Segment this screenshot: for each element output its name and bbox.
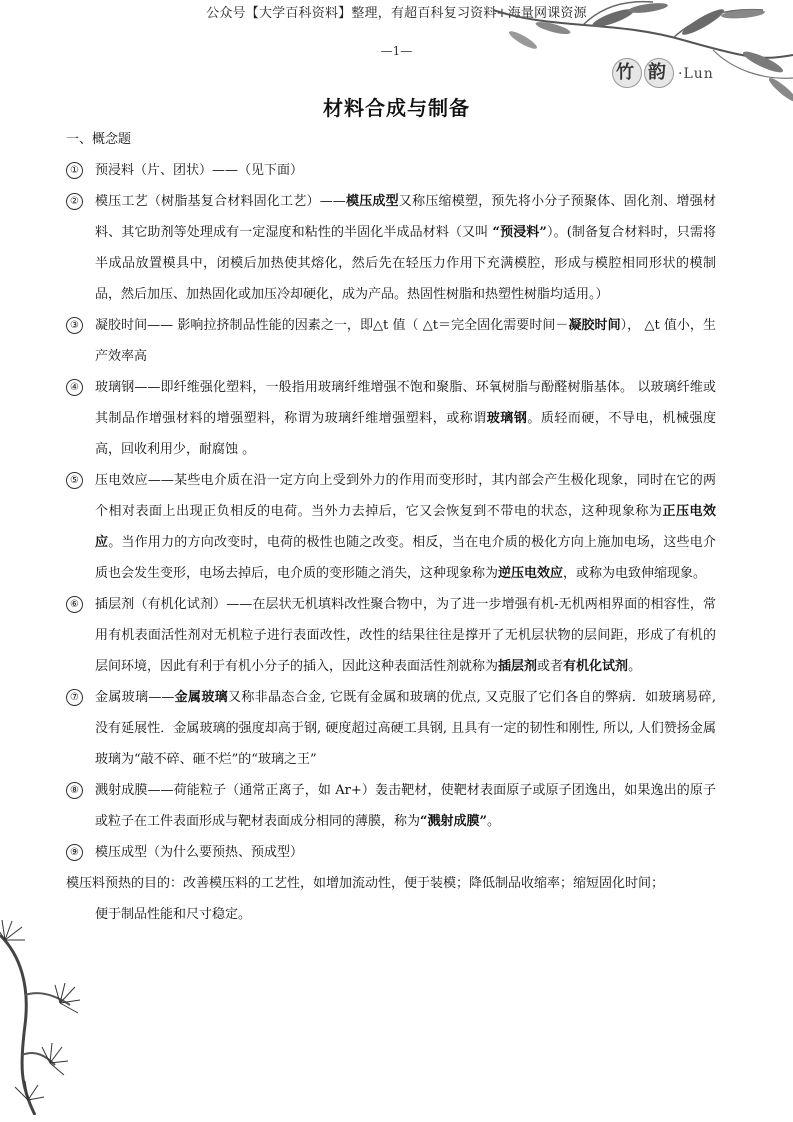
item-text: 溅射成膜——荷能粒子（通常正离子，如 Ar+）轰击靶材，使靶材表面原子或原子团逸出，如果逸出的原子或粒子在工件表面形成与靶材表面成分相同的薄膜，称为 [95, 783, 716, 829]
item-number: ② [66, 193, 83, 210]
pine-branch-decoration [0, 915, 120, 1115]
list-item [66, 589, 716, 682]
list-item [66, 465, 716, 589]
list-item [66, 837, 716, 868]
item-number: ① [66, 162, 83, 179]
item-text: ）， △t 值小，生产效率高 [95, 318, 716, 364]
item-text: 插层剂（有机化试剂）——在层状无机填料改性聚合物中，为了进一步增强有机-无机两相界面的相容性，常用有机表面活性剂对无机粒子进行表面改性，改性的结果往往是撑开了无机层状物的层间距，形成了有机的层间环境，因此有利于有机小分子的插入，因此这种表面活性剂就称为 [95, 597, 716, 674]
seal-subtitle: ·Lun [678, 66, 714, 82]
closing-paragraph-continued: 便于制品性能和尺寸稳定。 [95, 907, 252, 922]
item-number: ⑧ [66, 782, 83, 799]
item-number: ⑨ [66, 844, 83, 861]
item-text: 凝胶时间—— 影响拉挤制品性能的因素之一，即△t 值（ △t＝完全固化需要时间－ [95, 318, 569, 333]
document-body [66, 124, 716, 930]
item-text: 预浸料（片、团状）——（见下面） [95, 163, 304, 178]
item-text: 。当作用力的方向改变时，电荷的极性也随之改变。相反，当在电介质的极化方向上施加电场，这些电介质也会发生变形，电场去掉后，电介质的变形随之消失，这种现象称为 [95, 535, 716, 581]
term-highlight: 逆压电效应 [498, 566, 564, 581]
item-text: 。 [486, 814, 500, 829]
item-text: 。质轻而硬，不导电，机械强度高，回收利用少，耐腐蚀 。 [95, 411, 716, 457]
seal-char: 韵 [644, 58, 674, 88]
item-text: 又称非晶态合金, 它既有金属和玻璃的优点, 又克服了它们各自的弊病．如玻璃易碎, 没有延展性．金属玻璃的强度却高于钢, 硬度超过高硬工具钢, 且具有一定的韧性和刚性, 所以, 人们赞扬金属玻璃为“敲不碎、砸不烂”的“玻璃之王” [95, 690, 716, 767]
term-highlight: “预浸料” [492, 225, 547, 240]
list-item [66, 682, 716, 775]
seal-char: 竹 [612, 58, 642, 88]
list-item [66, 775, 716, 837]
term-highlight: 凝胶时间 [568, 318, 621, 333]
page-number: —1— [380, 44, 413, 58]
item-text: 模压工艺（树脂基复合材料固化工艺）—— [95, 194, 346, 209]
term-highlight: 金属玻璃 [174, 690, 229, 705]
term-highlight: 玻璃钢 [486, 411, 528, 426]
item-number: ④ [66, 379, 83, 396]
list-item [66, 372, 716, 465]
item-text: 玻璃钢——即纤维强化塑料，一般指用玻璃纤维增强不饱和聚脂、环氧树脂与酚醛树脂基体。 以玻璃纤维或其制品作增强材料的增强塑料，称谓为玻璃纤维增强塑料，或称谓 [95, 380, 716, 426]
item-number: ③ [66, 317, 83, 334]
item-text: ，或称为电致伸缩现象。 [563, 566, 707, 581]
seal-logo [612, 58, 714, 88]
term-highlight: “溅射成膜” [420, 814, 487, 829]
item-text: ）。(制备复合材料时，只需将半成品放置模具中，闭模后加热使其熔化，然后先在轻压力作用下充满模腔，形成与模腔相同形状的模制品，然后加压、加热固化或加压冷却硬化，成为产品。热固性树脂和热塑性树脂均适用。） [95, 225, 716, 302]
term-highlight: 正压电效应 [95, 504, 716, 550]
item-number: ⑦ [66, 689, 83, 706]
term-highlight: 插层剂 [498, 659, 538, 674]
term-highlight: 模压成型 [345, 194, 399, 209]
closing-paragraph: 模压料预热的目的：改善模压料的工艺性，如增加流动性，便于装模；降低制品收缩率；缩短固化时间； [66, 876, 665, 891]
item-text: 金属玻璃—— [95, 690, 175, 705]
list-item [66, 186, 716, 310]
item-text: 。 [628, 659, 642, 674]
top-banner: 公众号【大学百科资料】整理，有超百科复习资料+海量网课资源 [206, 6, 587, 21]
item-number: ⑤ [66, 472, 83, 489]
item-text: 或者 [537, 659, 564, 674]
item-text: 又称压缩模塑，预先将小分子预聚体、固化剂、增强材料、其它助剂等处理成有一定湿度和粘性的半固化半成品材料（又叫 [95, 194, 716, 240]
item-text: 压电效应——某些电介质在沿一定方向上受到外力的作用而变形时，其内部会产生极化现象，同时在它的两个相对表面上出现正负相反的电荷。当外力去掉后，它又会恢复到不带电的状态，这种现象称为 [95, 473, 716, 519]
page-title: 材料合成与制备 [323, 96, 470, 120]
section-heading: 一、概念题 [66, 132, 132, 147]
item-number: ⑥ [66, 596, 83, 613]
list-item [66, 155, 716, 186]
list-item [66, 310, 716, 372]
term-highlight: 有机化试剂 [563, 659, 629, 674]
item-text: 模压成型（为什么要预热、预成型） [95, 845, 304, 860]
